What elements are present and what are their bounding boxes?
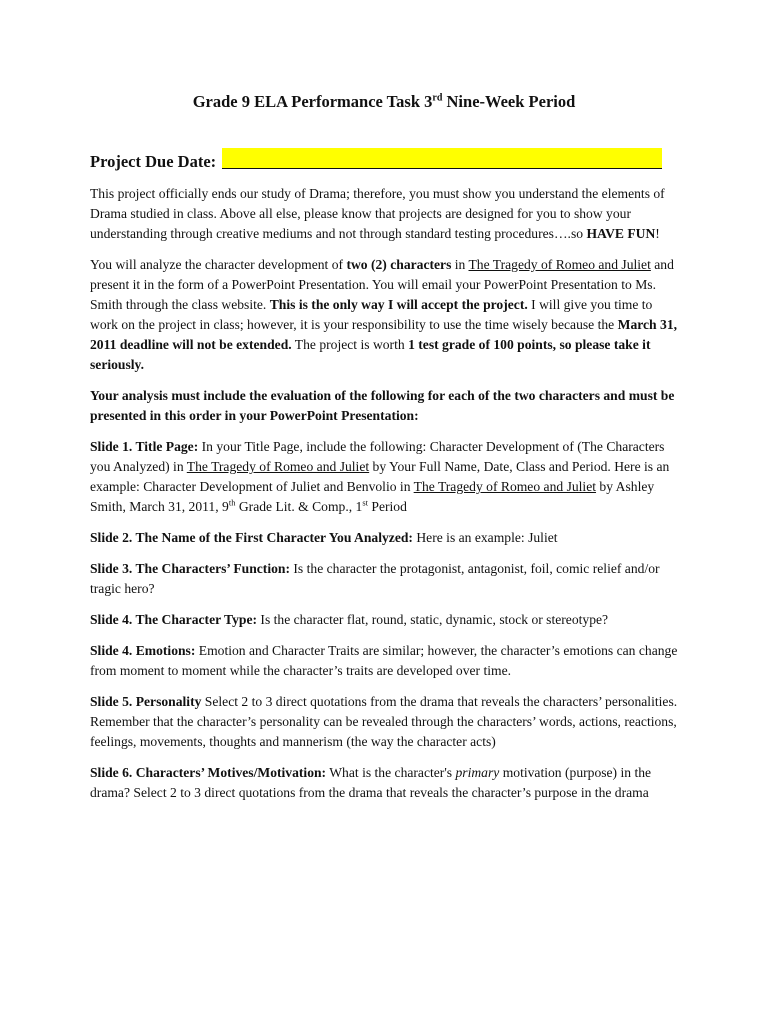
- grade-weight-text: 1 test grade of 100 points, so please take it seriously.: [90, 337, 651, 372]
- slide-4-emotions-item: Slide 4. Emotions: Emotion and Character Traits are similar; however, the character’s emotions can change from moment to moment while the character’s traits are developed over time.: [90, 643, 678, 678]
- assignment-paragraph: You will analyze the character development of two (2) characters in The Tragedy of Romeo and Juliet and present it in the form of a PowerPoint Presentation. You will email your PowerPoint Presentation to Ms. Smith through the class website. This is the only way I will accept the project. I will give you time to work on the project in class; however, it is your responsibility to use the time wisely because the March 31, 2011 deadline will not be extended. The project is worth 1 test grade of 100 points, so please take it seriously.: [90, 257, 678, 372]
- play-title: The Tragedy of Romeo and Juliet: [413, 479, 597, 494]
- document-title: [0, 92, 768, 112]
- slide-4-type-label: Slide 4. The Character Type:: [90, 612, 258, 627]
- slide-4-emotions-label: Slide 4. Emotions:: [90, 643, 196, 658]
- title-text: Grade 9 ELA Performance Task 3: [192, 92, 433, 111]
- analysis-instructions: Your analysis must include the evaluation of the following for each of the two characters and must be presented in this order in your PowerPoint Presentation:: [90, 388, 675, 423]
- deadline-text: March 31, 2011 deadline will not be extended.: [90, 317, 678, 352]
- play-title: The Tragedy of Romeo and Juliet: [186, 459, 370, 474]
- slide-6-label: Slide 6. Characters’ Motives/Motivation:: [90, 765, 327, 780]
- slide-4-type-item: Slide 4. The Character Type: Is the character flat, round, static, dynamic, stock or stereotype?: [90, 612, 609, 627]
- play-title: The Tragedy of Romeo and Juliet: [468, 257, 651, 272]
- slide-6-item: Slide 6. Characters’ Motives/Motivation: What is the character's primary motivation (purpose) in the drama? Select 2 to 3 direct quotations from the drama that reveals the character’s purpose in the drama: [90, 765, 652, 800]
- document-body: [90, 184, 680, 814]
- slide-1-label: Slide 1. Title Page:: [90, 439, 199, 454]
- title-text-rest: Nine-Week Period: [442, 92, 576, 111]
- slide-3-item: Slide 3. The Characters’ Function: Is the character the protagonist, antagonist, foil, comic relief and/or tragic hero?: [90, 561, 660, 596]
- slide-2-label: Slide 2. The Name of the First Character You Analyzed:: [90, 530, 413, 545]
- slide-3-label: Slide 3. The Characters’ Function:: [90, 561, 290, 576]
- slide-5-item: Slide 5. Personality Select 2 to 3 direct quotations from the drama that reveals the characters’ personalities. Remember that the character’s personality can be revealed through the characters’ words, actions, reactions, feelings, movements, thoughts and mannerism (the way the character acts): [90, 694, 678, 749]
- due-date-blank: [222, 148, 662, 169]
- due-date-row: [90, 148, 662, 172]
- slide-1-item: Slide 1. Title Page: In your Title Page, include the following: Character Development of (The Characters you Analyzed) in The Tragedy of Romeo and Juliet by Your Full Name, Date, Class and Period. Here is an example: Character Development of Juliet and Benvolio in The Tragedy of Romeo and Juliet by Ashley Smith, March 31, 2011, 9th Grade Lit. & Comp., 1st Period: [90, 439, 670, 514]
- due-date-label: Project Due Date:: [90, 152, 217, 171]
- slide-2-item: Slide 2. The Name of the First Character You Analyzed: Here is an example: Juliet: [90, 530, 558, 545]
- slide-5-label: Slide 5. Personality: [90, 694, 202, 709]
- title-superscript: rd: [432, 92, 443, 104]
- intro-paragraph: This project officially ends our study of Drama; therefore, you must show you understand the elements of Drama studied in class. Above all else, please know that projects are designed for you to show your understanding through creative mediums and not through standard testing procedures….so HAVE FUN!: [90, 186, 665, 241]
- have-fun-emphasis: HAVE FUN: [586, 226, 656, 241]
